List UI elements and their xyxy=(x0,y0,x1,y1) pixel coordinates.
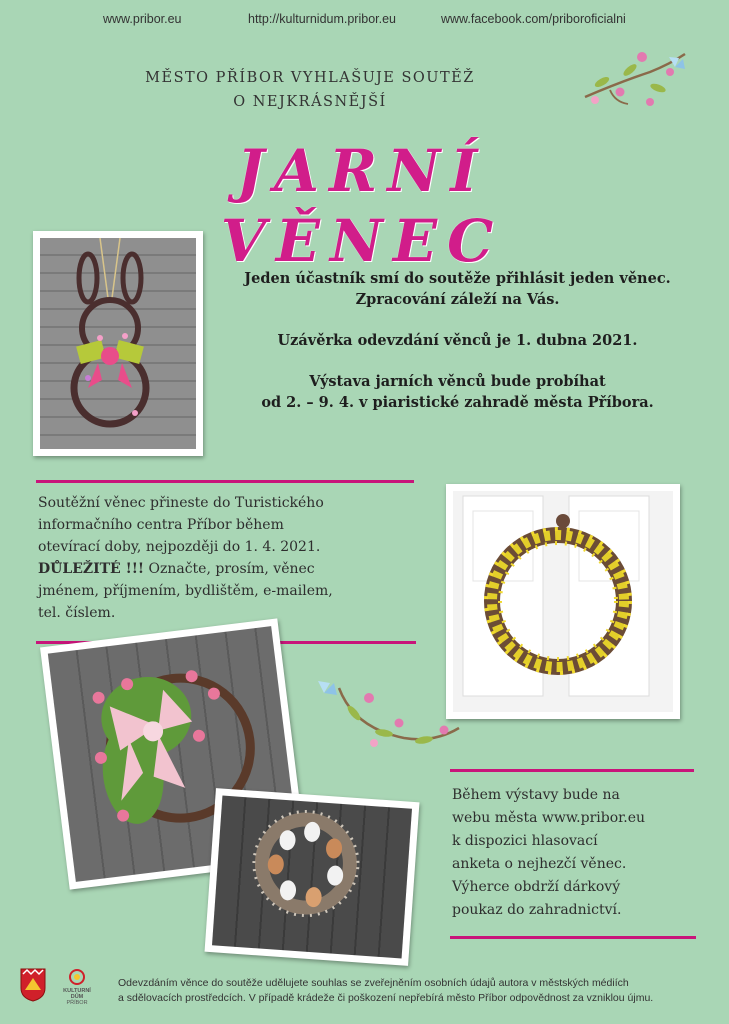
divider-top-right xyxy=(450,769,694,772)
link-pribor[interactable]: www.pribor.eu xyxy=(103,12,182,26)
photo-forsythia-wreath xyxy=(446,484,680,719)
top-links xyxy=(0,12,729,32)
info-p3-line1: Výstava jarních věnců bude probíhat xyxy=(309,373,606,390)
important-label: DŮLEŽITÉ !!! xyxy=(38,561,145,577)
delivery-text xyxy=(38,492,428,624)
link-facebook[interactable]: www.facebook.com/priboroficialni xyxy=(441,12,626,26)
info-p3-line2: od 2. – 9. 4. v piaristické zahradě města Příbora. xyxy=(261,394,654,411)
forsythia-wreath-image xyxy=(453,491,659,698)
info-p1-line1: Jeden účastník smí do soutěže přihlásit jeden věnec. xyxy=(244,270,671,287)
divider-bottom-right xyxy=(450,936,696,939)
voting-line5: Výherce obdrží dárkový xyxy=(452,879,621,895)
delivery-line3: otevírací doby, nejpozději do 1. 4. 2021. xyxy=(38,539,321,555)
photo-bunny-wreath xyxy=(33,231,203,456)
logo-line1: KULTURNÍ xyxy=(63,988,91,994)
delivery-line2: informačního centra Příbor během xyxy=(38,517,284,533)
footer-disclaimer xyxy=(118,976,708,1006)
delivery-line4: Označte, prosím, věnec xyxy=(148,561,315,577)
voting-line2: webu města www.pribor.eu xyxy=(452,810,646,826)
delivery-line5: jménem, příjmením, bydlištěm, e-mailem, xyxy=(38,583,333,599)
heading-line1: MĚSTO PŘÍBOR VYHLAŠUJE SOUTĚŽ xyxy=(145,70,475,86)
logo-line3: PŘÍBOR xyxy=(66,1000,88,1006)
heading-block xyxy=(140,66,480,114)
delivery-line6: tel. číslem. xyxy=(38,605,116,621)
bunny-wreath-image xyxy=(40,238,182,435)
page-title: JARNÍ VĚNEC xyxy=(220,137,504,275)
flower-branch-icon xyxy=(580,42,690,114)
voting-line4: anketa o nejhezčí věnec. xyxy=(452,856,627,872)
footer-line2: a sdělovacích prostředcích. V případě krádeže či poškození nepřebírá město Příbor odpovědnost za vzniklou újmu. xyxy=(118,992,654,1004)
info-deadline: Uzávěrka odevzdání věnců je 1. dubna 2021. xyxy=(277,332,638,349)
info-p1-line2: Zpracování záleží na Vás. xyxy=(355,291,560,308)
voting-line1: Během výstavy bude na xyxy=(452,787,620,803)
link-kulturnidum[interactable]: http://kulturnidum.pribor.eu xyxy=(248,12,396,26)
city-crest-logo xyxy=(20,968,46,1002)
heading-line2: O NEJKRÁSNĚJŠÍ xyxy=(233,94,387,110)
info-block xyxy=(210,268,705,426)
delivery-line1: Soutěžní věnec přineste do Turistického xyxy=(38,495,324,511)
flower-branch-icon xyxy=(314,668,464,758)
kulturni-dum-logo xyxy=(58,968,96,1008)
voting-text xyxy=(452,784,697,922)
egg-wreath-image xyxy=(213,796,398,944)
logo-line2: DŮM xyxy=(70,994,84,1000)
footer-line1: Odevzdáním věnce do soutěže udělujete souhlas se zveřejněním osobních údajů autora v městských médiích xyxy=(118,977,629,989)
kulturni-dum-mark-icon xyxy=(67,968,87,986)
voting-line6: poukaz do zahradnictví. xyxy=(452,902,622,918)
voting-line3: k dispozici hlasovací xyxy=(452,833,598,849)
photo-egg-wreath xyxy=(205,788,420,966)
divider-top-left xyxy=(36,480,414,483)
